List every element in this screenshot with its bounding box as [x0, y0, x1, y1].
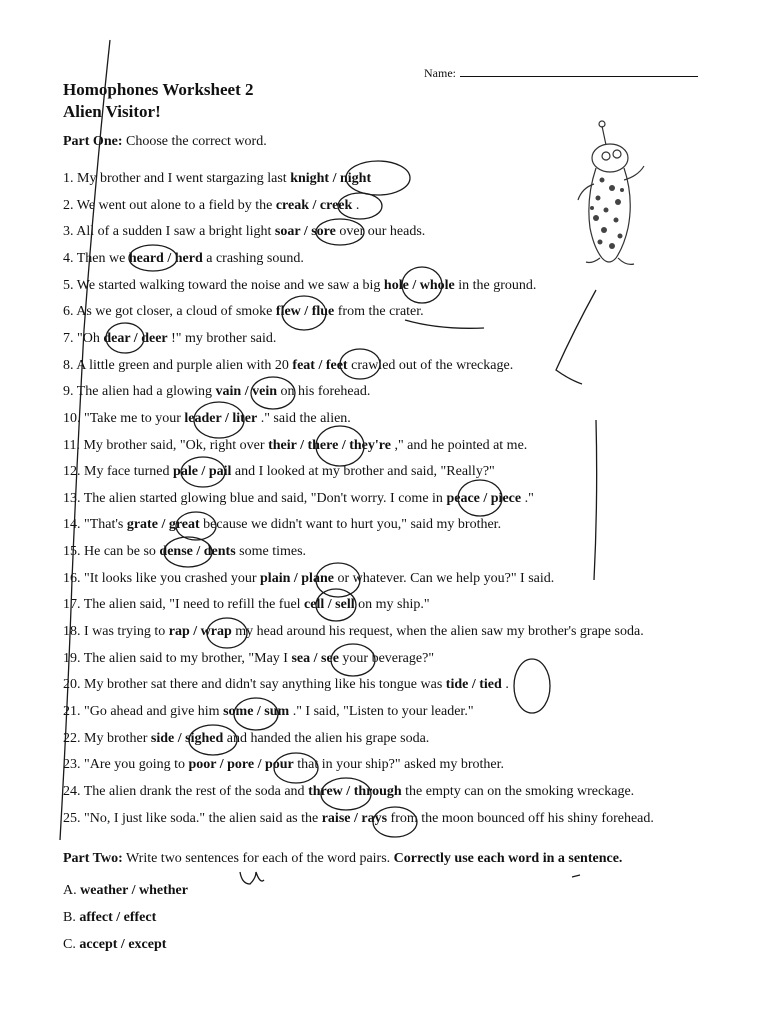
question-22 [63, 730, 429, 748]
choice-b: liter [232, 411, 258, 426]
question-text: ." said the alien. [257, 411, 351, 426]
question-text: 24. The alien drank the rest of the soda and [63, 784, 309, 799]
word-pair-a [63, 883, 188, 899]
pair-words: affect / effect [79, 910, 157, 925]
question-5 [63, 277, 536, 295]
choice-separator: / [309, 198, 320, 213]
choice-separator: / [157, 517, 169, 532]
choice-b: sell [335, 597, 355, 612]
question-text: 21. "Go ahead and give him [63, 704, 224, 719]
question-19 [63, 650, 434, 668]
choice-b: vein [252, 384, 278, 399]
question-2 [63, 197, 359, 215]
choice-b: wrap [200, 624, 232, 639]
question-text: the empty can on the smoking wreckage. [401, 784, 635, 799]
part-two-heading [63, 851, 622, 867]
question-text: 3. All of a sudden I saw a bright light [63, 224, 275, 239]
question-text: or whatever. Can we help you?" I said. [333, 571, 555, 586]
choice-a: rap [168, 624, 190, 639]
name-field [424, 64, 698, 81]
question-13 [63, 490, 534, 508]
choice-b: dents [203, 544, 236, 559]
choice-b: creek [319, 198, 353, 213]
choice-b: pail [208, 464, 232, 479]
question-text: 6. As we got closer, a cloud of smoke [63, 304, 276, 319]
stem-line [556, 290, 596, 384]
question-text: on his forehead. [277, 384, 371, 399]
name-blank [460, 64, 698, 77]
question-25 [63, 810, 654, 828]
question-15 [63, 543, 306, 561]
choice-a: vain [215, 384, 242, 399]
question-20 [63, 676, 509, 694]
choice-separator: / [197, 464, 209, 479]
question-24 [63, 783, 634, 801]
choice-b: herd [174, 251, 203, 266]
choice-b: plane [301, 571, 334, 586]
choice-separator: / [290, 571, 302, 586]
pair-letter: A. [63, 883, 81, 898]
question-text: that in your ship?" asked my brother. [293, 757, 505, 772]
scribble-line [405, 320, 484, 328]
choice-separator: / [350, 811, 362, 826]
question-4 [63, 250, 304, 268]
choice-a: plain [260, 571, 291, 586]
question-7 [63, 330, 276, 348]
choice-a: peace [446, 491, 480, 506]
question-text: . [501, 677, 509, 692]
question-text: ." I said, "Listen to your leader." [289, 704, 474, 719]
part-two-emphasis: Correctly use each word in a sentence. [393, 851, 623, 866]
question-text: in the ground. [454, 278, 537, 293]
question-text: 5. We started walking toward the noise and we saw a big [63, 278, 384, 293]
choice-a: feat [292, 358, 315, 373]
choice-a: hole [383, 278, 409, 293]
question-12 [63, 463, 495, 481]
choice-a: soar [274, 224, 301, 239]
question-text: ." [521, 491, 534, 506]
worksheet-subtitle: Alien Visitor! [63, 102, 161, 121]
question-text: 7. "Oh [63, 331, 104, 346]
choice-b: pore [227, 757, 255, 772]
choice-a: heard [128, 251, 164, 266]
choice-a: leader [184, 411, 222, 426]
question-text: on my ship." [354, 597, 430, 612]
part-one-heading [63, 134, 267, 150]
choice-separator: / [174, 731, 186, 746]
question-16 [63, 570, 554, 588]
choice-separator: / [221, 411, 233, 426]
question-text: over our heads. [335, 224, 426, 239]
choice-separator: / [479, 491, 491, 506]
choice-b: sum [264, 704, 290, 719]
choice-a: threw [308, 784, 343, 799]
question-3 [63, 223, 425, 241]
choice-a: creak [275, 198, 310, 213]
pair-letter: B. [63, 910, 80, 925]
choice-a: poor [188, 757, 217, 772]
choice-b: feet [325, 358, 348, 373]
choice-b: there [307, 438, 339, 453]
choice-b: sore [311, 224, 336, 239]
question-text: from the moon bounced off his shiny forehead. [387, 811, 654, 826]
part-one-instruction: Choose the correct word. [125, 134, 267, 149]
question-text: some times. [235, 544, 307, 559]
word-pair-b [63, 910, 156, 926]
question-text: 23. "Are you going to [63, 757, 189, 772]
choice-b: through [353, 784, 402, 799]
choice-b: whole [419, 278, 455, 293]
choice-c: they're [349, 438, 391, 453]
scribble-mark [240, 872, 264, 884]
question-text: 15. He can be so [63, 544, 160, 559]
choice-b: tied [479, 677, 502, 692]
question-text: 11. My brother said, "Ok, right over [63, 438, 269, 453]
choice-separator: / [342, 784, 354, 799]
choice-separator: / [296, 438, 308, 453]
choice-separator: / [254, 757, 265, 772]
question-14 [63, 516, 501, 534]
question-6 [63, 303, 424, 321]
question-10 [63, 410, 351, 428]
choice-a: knight [290, 171, 330, 186]
question-text: 1. My brother and I went stargazing last [63, 171, 291, 186]
question-text: !" my brother said. [167, 331, 277, 346]
question-8 [63, 357, 513, 375]
choice-separator: / [192, 544, 204, 559]
question-1 [63, 170, 371, 188]
choice-b: piece [490, 491, 522, 506]
question-text: my head around his request, when the alien saw my brother's grape soda. [231, 624, 644, 639]
margin-line [594, 420, 597, 580]
choice-b: rays [361, 811, 388, 826]
choice-separator: / [216, 757, 228, 772]
choice-a: side [150, 731, 175, 746]
question-text: from the crater. [334, 304, 424, 319]
question-text: 17. The alien said, "I need to refill the fuel [63, 597, 305, 612]
worksheet-title: Homophones Worksheet 2 [63, 80, 254, 99]
choice-separator: / [468, 677, 480, 692]
question-text: 14. "That's [63, 517, 127, 532]
choice-a: raise [321, 811, 351, 826]
part-two-instruction: Write two sentences for each of the word pairs. [126, 851, 394, 866]
choice-separator: / [300, 224, 312, 239]
question-9 [63, 383, 370, 401]
question-text: ," and he pointed at me. [390, 438, 528, 453]
choice-a: sea [291, 651, 311, 666]
question-23 [63, 756, 504, 774]
choice-a: grate [126, 517, 158, 532]
name-label: Name: [424, 66, 456, 80]
question-text: a crashing sound. [202, 251, 304, 266]
pair-words: accept / except [79, 937, 167, 952]
question-18 [63, 623, 644, 641]
choice-a: some [223, 704, 254, 719]
part-one-label: Part One: [63, 134, 123, 149]
question-text: and I looked at my brother and said, "Really?" [231, 464, 495, 479]
question-text: 19. The alien said to my brother, "May I [63, 651, 292, 666]
choice-separator: / [253, 704, 265, 719]
choice-b: sighed [185, 731, 224, 746]
choice-separator: / [241, 384, 253, 399]
choice-b: night [340, 171, 372, 186]
circle-mark [514, 659, 550, 713]
question-text: 13. The alien started glowing blue and said, "Don't worry. I come in [63, 491, 447, 506]
question-text: 4. Then we [63, 251, 129, 266]
choice-separator: / [300, 304, 312, 319]
question-text: 18. I was trying to [63, 624, 169, 639]
word-pair-c [63, 937, 166, 953]
question-text: 2. We went out alone to a field by the [63, 198, 276, 213]
pair-words: weather / whether [80, 883, 188, 898]
question-text: 8. A little green and purple alien with 20 [63, 358, 293, 373]
question-text: 25. "No, I just like soda." the alien said as the [63, 811, 322, 826]
choice-separator: / [338, 438, 350, 453]
question-21 [63, 703, 474, 721]
question-text: because we didn't want to hurt you," said my brother. [199, 517, 502, 532]
choice-a: dear [103, 331, 131, 346]
question-text: 22. My brother [63, 731, 151, 746]
question-text: . [352, 198, 360, 213]
choice-c: pour [264, 757, 294, 772]
choice-separator: / [324, 597, 336, 612]
choice-separator: / [408, 278, 420, 293]
choice-b: deer [141, 331, 168, 346]
choice-b: see [321, 651, 339, 666]
choice-separator: / [189, 624, 201, 639]
choice-separator: / [329, 171, 340, 186]
choice-a: tide [445, 677, 469, 692]
choice-separator: / [314, 358, 326, 373]
choice-a: their [268, 438, 297, 453]
question-text: 10. "Take me to your [63, 411, 185, 426]
question-text: 12. My face turned [63, 464, 174, 479]
question-17 [63, 596, 430, 614]
question-text: and handed the alien his grape soda. [223, 731, 430, 746]
choice-b: great [168, 517, 200, 532]
question-text: crawled out of the wreckage. [347, 358, 514, 373]
choice-a: cell [304, 597, 325, 612]
pair-letter: C. [63, 937, 80, 952]
choice-a: flew [275, 304, 301, 319]
choice-a: pale [173, 464, 198, 479]
alien-illustration [572, 118, 652, 268]
question-text: 20. My brother sat there and didn't say anything like his tongue was [63, 677, 446, 692]
dash-mark [572, 875, 580, 877]
choice-b: flue [311, 304, 335, 319]
choice-separator: / [130, 331, 142, 346]
choice-separator: / [163, 251, 175, 266]
part-two-label: Part Two: [63, 851, 123, 866]
question-text: your beverage?" [338, 651, 435, 666]
choice-separator: / [310, 651, 322, 666]
question-11 [63, 437, 527, 455]
choice-a: dense [159, 544, 193, 559]
question-text: 16. "It looks like you crashed your [63, 571, 261, 586]
question-text: 9. The alien had a glowing [63, 384, 216, 399]
